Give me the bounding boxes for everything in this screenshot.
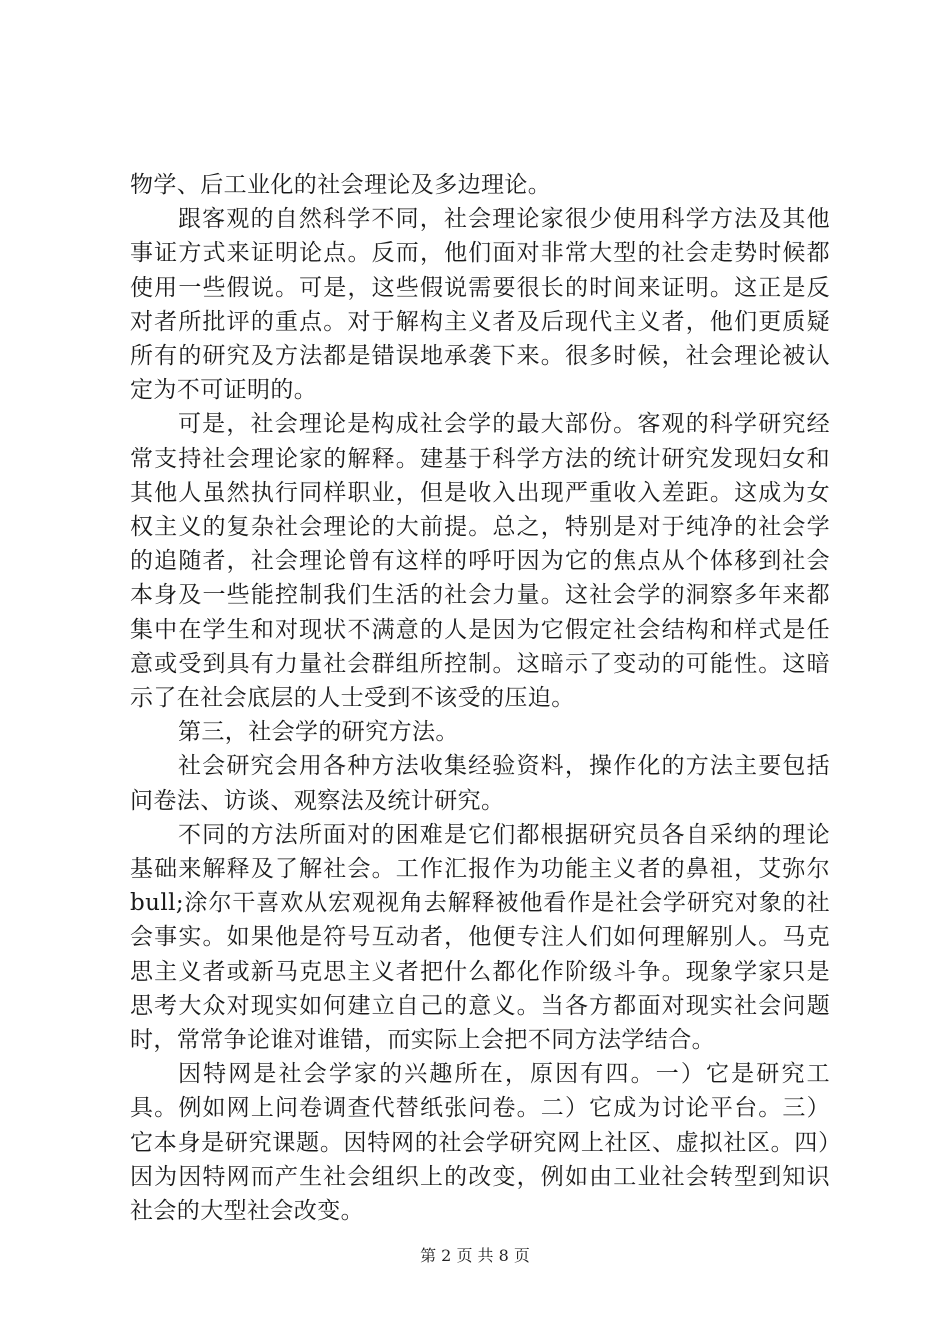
paragraph-continuation: 物学、后工业化的社会理论及多边理论。 <box>130 172 552 198</box>
paragraph: 不同的方法所面对的困难是它们都根据研究员各自采纳的理论基础来解释及了解社会。工作汇报作为功能主义者的鼻祖，艾弥尔bull;涂尔干喜欢从宏观视角去解释被他看作是社会学研究对象的社会事实。如果他是符号互动者，他便专注人们如何理解别人。马克思主义者或新马克思主义者把什么都化作阶级斗争。现象学家只是思考大众对现实如何建立自己的意义。当各方都面对现实社会问题时，常常争论谁对谁错，而实际上会把不同方法学结合。 <box>130 821 830 1054</box>
paragraph: 跟客观的自然科学不同，社会理论家很少使用科学方法及其他事证方式来证明论点。反而，他们面对非常大型的社会走势时候都使用一些假说。可是，这些假说需要很长的时间来证明。这正是反对者所批评的重点。对于解构主义者及后现代主义者，他们更质疑所有的研究及方法都是错误地承袭下来。很多时候，社会理论被认定为不可证明的。 <box>130 206 830 404</box>
paragraph: 社会研究会用各种方法收集经验资料，操作化的方法主要包括问卷法、访谈、观察法及统计研究。 <box>130 753 830 814</box>
document-body <box>130 168 830 1228</box>
paragraph: 可是，社会理论是构成社会学的最大部份。客观的科学研究经常支持社会理论家的解释。建基于科学方法的统计研究发现妇女和其他人虽然执行同样职业，但是收入出现严重收入差距。这成为女权主义的复杂社会理论的大前提。总之，特别是对于纯净的社会学的追随者，社会理论曾有这样的呼吁因为它的焦点从个体移到社会本身及一些能控制我们生活的社会力量。这社会学的洞察多年来都集中在学生和对现状不满意的人是因为它假定社会结构和样式是任意或受到具有力量社会群组所控制。这暗示了变动的可能性。这暗示了在社会底层的人士受到不该受的压迫。 <box>130 411 830 712</box>
paragraph: 因特网是社会学家的兴趣所在，原因有四。一）它是研究工具。例如网上问卷调查代替纸张问卷。二）它成为讨论平台。三）它本身是研究课题。因特网的社会学研究网上社区、虚拟社区。四）因为因特网而产生社会组织上的改变，例如由工业社会转型到知识社会的大型社会改变。 <box>130 1061 830 1225</box>
section-heading: 第三，社会学的研究方法。 <box>178 719 459 746</box>
page-number-footer: 第 2 页 共 8 页 <box>420 1246 530 1265</box>
